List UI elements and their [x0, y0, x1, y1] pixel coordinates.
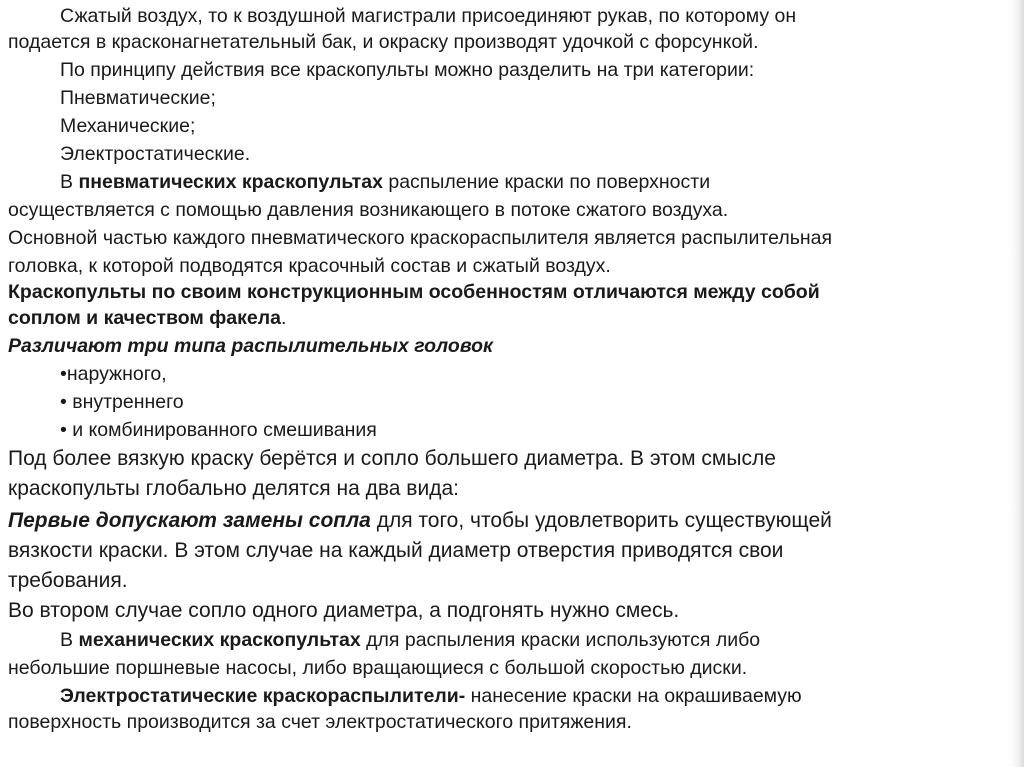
text-line: Во втором случае сопло одного диаметра, а подгонять нужно смесь. — [8, 599, 680, 622]
bold-term: пневматических краскопультах — [78, 171, 383, 193]
bullet-item: • внутреннего — [60, 391, 184, 413]
category-item: Электростатические. — [60, 143, 251, 165]
section-heading: Различают три типа распылительных головок — [8, 335, 493, 357]
text-line: Электростатические краскораспылители- нанесение краски на окрашиваемую — [60, 685, 802, 707]
text-line: осуществляется с помощью давления возникающего в потоке сжатого воздуха. — [8, 199, 729, 221]
text-line: Основной частью каждого пневматического краскораспылителя является распылительная — [8, 227, 833, 249]
text-line: головка, к которой подводятся красочный состав и сжатый воздух. — [8, 255, 611, 277]
bold-text-line: соплом и качеством факела. — [8, 307, 287, 329]
bullet-item: • и комбинированного смешивания — [60, 419, 377, 441]
text-line: подается в красконагнетательный бак, и окраску производят удочкой с форсункой. — [8, 31, 759, 53]
text-line: В механических краскопультах для распыления краски используются либо — [60, 629, 761, 651]
text-line: Первые допускают замены сопла для того, чтобы удовлетворить существующей — [8, 509, 832, 532]
page-edge-shadow — [1010, 0, 1024, 767]
bold-text-line: Краскопульты по своим конструкционным особенностям отличаются между собой — [8, 281, 820, 303]
text-line: По принципу действия все краскопульты можно разделить на три категории: — [60, 59, 755, 81]
text-line: краскопульты глобально делятся на два вида: — [8, 477, 459, 500]
bullet-item: •наружного, — [60, 363, 167, 385]
text-line: Сжатый воздух, то к воздушной магистрали присоединяют рукав, по которому он — [60, 5, 797, 27]
text-line: поверхность производится за счет электростатического притяжения. — [8, 711, 632, 733]
text-line: Под более вязкую краску берётся и сопло большего диаметра. В этом смысле — [8, 447, 776, 470]
text-line: В пневматических краскопультах распыление краски по поверхности — [60, 171, 711, 193]
category-item: Пневматические; — [60, 87, 216, 109]
bold-term: механических краскопультах — [78, 629, 361, 651]
bold-term: Электростатические краскораспылители- — [60, 685, 466, 707]
text-line: требования. — [8, 569, 128, 592]
text-line: небольшие поршневые насосы, либо вращающиеся с большой скоростью диски. — [8, 657, 748, 679]
text-line: вязкости краски. В этом случае на каждый диаметр отверстия приводятся свои — [8, 539, 784, 562]
category-item: Механические; — [60, 115, 196, 137]
